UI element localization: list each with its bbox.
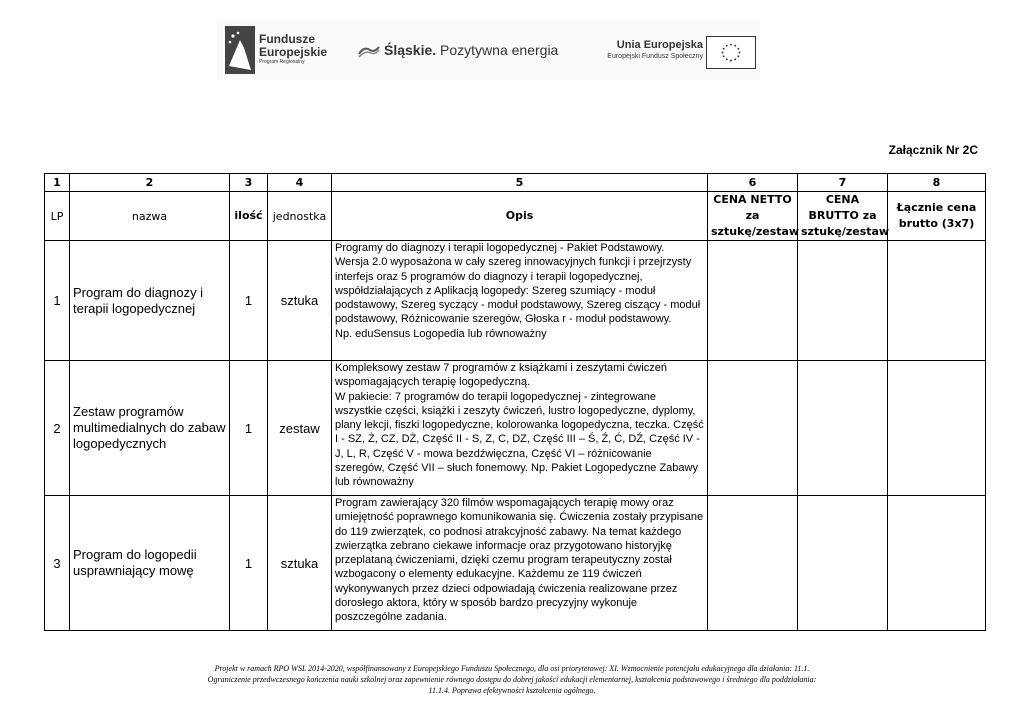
header-total-gross: Łącznie cena brutto (3x7) [888,192,986,241]
slaskie-logo-icon [358,44,380,58]
footer-line: 11.1.4. Poprawa efektywności kształcenia ogólnego. [428,686,596,695]
footer-line: Projekt w ramach RPO WSL 2014-2020, współfinansowany z Europejskiego Funduszu Społecznego, dla osi priorytetowej: XI. Wzmocnienie potencjału edukacyjnego dla działania: 11.1. [214,664,810,673]
header-description: Opis [332,192,708,241]
row-description: Kompleksowy zestaw 7 programów z książkami i zeszytami ćwiczeń wspomagających terapię logopedyczną. W pakiecie: 7 programów do terapii logopedycznej - zintegrowane wszystkie części, książki i zeszyty ćwiczeń, lustro logopedyczne, dyplomy, plany lekcji, fiszki logopedyczne, kolorowanka logopedyczna, teczka. Część I - SZ, Ż, CZ, DŻ, Część II - S, Z, C, DZ, Część III – Ś, Ź, Ć, DŹ, Część IV - J, L, R, Część V - mowa bezdźwięczna, Część VI – różnicowanie szeregów, Część VII – słuch fonemowy. Np. Pakiet Logopedyczne Zabawy lub równoważny [332,361,708,496]
header-row [45,192,986,241]
row-lp: 3 [45,496,70,631]
header-qty: ilość [230,192,268,241]
ue-name: Unia Europejska [616,39,703,51]
header-net-price: CENA NETTO za sztukę/zestaw [708,192,798,241]
table-row [45,496,986,631]
price-table [44,173,986,631]
row-gross-price[interactable] [798,496,888,631]
table-row [45,241,986,361]
footer-note [100,663,924,696]
annex-title: Załącznik Nr 2C [888,143,978,157]
column-number: 8 [888,174,986,192]
row-unit: zestaw [268,361,332,496]
eu-flag-icon [706,36,756,69]
row-lp: 2 [45,361,70,496]
column-number: 6 [708,174,798,192]
row-unit: sztuka [268,241,332,361]
row-total-gross[interactable] [888,496,986,631]
row-name: Program do logopedii usprawniający mowę [70,496,230,631]
column-number: 5 [332,174,708,192]
header-name: nazwa [70,192,230,241]
row-description: Programy do diagnozy i terapii logopedycznej - Pakiet Podstawowy. Wersja 2.0 wyposażona w cały szereg innowacyjnych funkcji i przejrzysty interfejs oraz 5 programów do diagnozy i terapii logopedycznej, współdziałających z Aplikacją logopedy: Szereg szumiący - moduł podstawowy, Szereg syczący - moduł podstawowy, Szereg ciszący - moduł podstawowy, Różnicowanie szeregów, Głoska r - moduł podstawowy. Np. eduSensus Logopedia lub równoważny [332,241,708,361]
row-gross-price[interactable] [798,241,888,361]
slaskie-logo-text: Śląskie. Pozytywna energia [384,42,559,58]
row-qty: 1 [230,496,268,631]
fe-name-line1: Fundusze [259,32,315,46]
logo-bar [217,20,760,80]
column-number: 7 [798,174,888,192]
row-net-price[interactable] [708,241,798,361]
column-number: 4 [268,174,332,192]
fundusze-europejskie-logo [225,26,255,74]
header-gross-price: CENA BRUTTO za sztukę/zestaw [798,192,888,241]
row-name: Program do diagnozy i terapii logopedycznej [70,241,230,361]
footer-line: Ograniczenie przedwczesnego kończenia nauki szkolnej oraz zapewnienie równego dostępu do dobrej jakości edukacji elementarnej, kształcenia podstawowego i średniego dla poddziałania: [207,675,817,684]
row-qty: 1 [230,361,268,496]
column-number: 3 [230,174,268,192]
row-gross-price[interactable] [798,361,888,496]
row-name: Zestaw programów multimedialnych do zabaw logopedycznych [70,361,230,496]
row-unit: sztuka [268,496,332,631]
row-total-gross[interactable] [888,361,986,496]
row-qty: 1 [230,241,268,361]
row-lp: 1 [45,241,70,361]
row-description: Program zawierający 320 filmów wspomagających terapię mowy oraz umiejętność poprawnego komunikowania się. Ćwiczenia zostały przypisane do 119 zwierzątek, co podnosi atrakcyjność zabawy. Na temat każdego zwierzątka zebrano ciekawe informacje oraz przygotowano historyjkę przeplataną ćwiczeniami, dzięki czemu program terapeutyczny został wzbogacony o elementy edukacyjne. Każdemu ze 119 ćwiczeń wykonywanych przez dzieci odpowiadają ćwiczenia realizowane przez dorosłego aktora, który w sposób bardzo precyzyjny wykonuje poszczególne zadania. [332,496,708,631]
header-lp: LP [45,192,70,241]
header-unit: jednostka [268,192,332,241]
table-row [45,361,986,496]
column-number: 1 [45,174,70,192]
column-number-row [45,174,986,192]
row-total-gross[interactable] [888,241,986,361]
column-number: 2 [70,174,230,192]
row-net-price[interactable] [708,496,798,631]
efs-name: Europejski Fundusz Społeczny [607,53,703,60]
fe-name-line2: Europejskie [259,45,328,59]
row-net-price[interactable] [708,361,798,496]
fe-program: Program Regionalny [259,59,305,65]
